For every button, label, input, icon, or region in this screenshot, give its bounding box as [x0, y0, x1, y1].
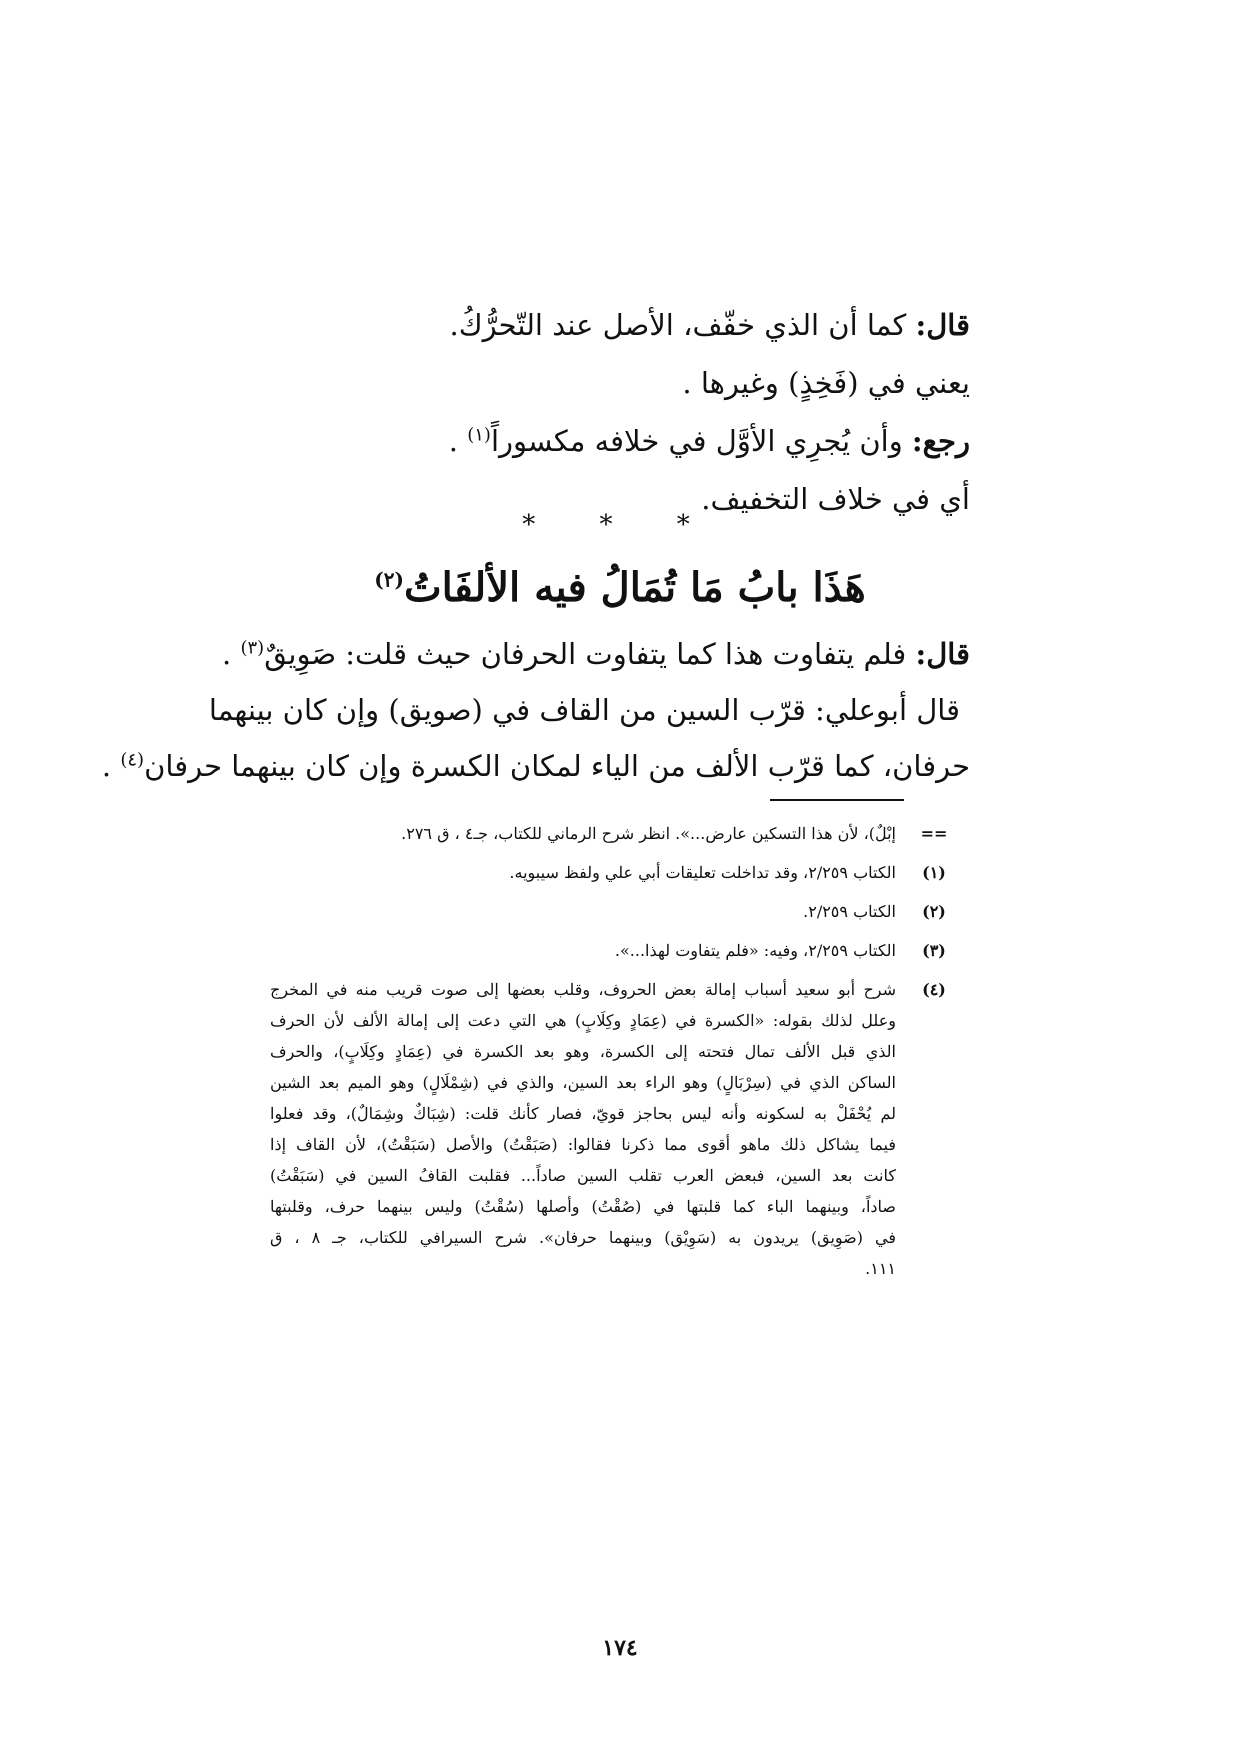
line-end: .	[101, 749, 121, 783]
chapter-paragraph	[101, 626, 970, 794]
footnote-line: الذي قبل الألف تمال فتحته إلى الكسرة، وهو بعد الكسرة في (عِمَادٍ وكِلَابٍ)، والحرف	[270, 1042, 896, 1061]
text-line: قال أبوعلي: قرّب السين من القاف في (صويق) وإن كان بينهما	[208, 693, 960, 727]
footnote-line: الكتاب ٢/٢٥٩، وفيه: «فلم يتفاوت لهذا...».	[614, 941, 896, 960]
footnote-text	[270, 935, 896, 966]
line-text: كما أن الذي خفّف، الأصل عند التّحرُّكُ.	[449, 308, 916, 342]
heading-text: هَذَا بابُ مَا تُمَالُ فيه الألفَاتُ	[403, 564, 866, 611]
line-end: .	[448, 424, 468, 458]
footnote-line: ١١١.	[865, 1259, 896, 1278]
footnote-divider	[770, 799, 904, 801]
footnote-line: إبْلٌ)، لأن هذا التسكين عارض...». انظر شرح الرماني للكتاب، جـ٤ ، ق ٢٧٦.	[401, 824, 896, 843]
line-text: أي في خلاف التخفيف.	[701, 482, 970, 516]
footnote-ref: (٢)	[374, 567, 404, 592]
footnote-1	[270, 857, 952, 888]
footnote-line: الكتاب ٢/٢٥٩، وقد تداخلت تعليقات أبي علي ولفظ سيبويه.	[509, 863, 896, 882]
chapter-heading	[0, 558, 1240, 618]
footnote-ref: (٤)	[120, 749, 145, 771]
footnote-line: لم يُحْفَلْ به لسكونه وأنه ليس بحاجز قويّ، فصار كأنك قلت: (شِبَاكٌ وشِمَالٌ)، وقد فعلوا	[270, 1104, 896, 1123]
page-number: ١٧٤	[602, 1635, 638, 1661]
line-end: .	[222, 637, 241, 671]
speaker-label: رجع:	[911, 424, 970, 458]
footnote-mark: (٢)	[922, 902, 946, 921]
footnote-3	[270, 935, 952, 966]
text-line	[270, 412, 970, 470]
footnote-line: شرح أبو سعيد أسباب إمالة بعض الحروف، وقلب بعضها إلى صوت قريب منه في المخرج	[270, 980, 896, 999]
text-line	[101, 738, 970, 794]
footnote-mark: (١)	[922, 863, 946, 882]
footnote-text	[270, 857, 896, 888]
footnotes	[270, 818, 952, 1284]
footnote-line: كانت بعد السين، فبعض العرب تقلب السين صاداً... فقلبت القافُ السين في (سَبَقْتُ)	[270, 1166, 896, 1185]
text-line	[222, 626, 970, 682]
footnote-text	[270, 896, 896, 927]
text-line	[270, 354, 970, 412]
text-line	[270, 296, 970, 354]
footnote-line: في (صَوِيق) يريدون به (سَوِيْق) وبينهما حرفان». شرح السيرافي للكتاب، جـ ٨ ، ق	[270, 1228, 897, 1247]
speaker-label: قال:	[915, 637, 970, 671]
footnote-mark: (٣)	[922, 941, 946, 960]
footnote-line: وعلل لذلك بقوله: «الكسرة في (عِمَادٍ وكِلَابٍ) هي التي دعت إلى إمالة الألف لأن الحرف	[270, 1011, 896, 1030]
main-text	[270, 296, 970, 528]
section-separator: * * *	[522, 510, 718, 540]
footnote-ref: (١)	[467, 424, 491, 446]
footnote-continued	[270, 818, 952, 849]
footnote-line: الساكن الذي في (سِرْبَالٍ) وهو الراء بعد السين، والذي في (شِمْلَالٍ) وهو الميم بعد الشين	[270, 1073, 896, 1092]
line-text: يعني في (فَخِذٍ) وغيرها .	[682, 366, 970, 400]
footnote-mark: ==	[920, 824, 948, 843]
footnote-4	[270, 974, 952, 1284]
line-text: وأن يُجرِي الأوَّل في خلافه مكسوراً	[490, 424, 912, 458]
footnote-mark: (٤)	[922, 980, 946, 999]
footnote-text	[270, 818, 896, 849]
footnote-2	[270, 896, 952, 927]
speaker-label: قال:	[915, 308, 970, 342]
line-text: فلم يتفاوت هذا كما يتفاوت الحرفان حيث قلت: صَوِيقٌ	[264, 637, 916, 671]
footnote-text	[270, 974, 896, 1284]
footnote-line: الكتاب ٢/٢٥٩.	[803, 902, 896, 921]
footnote-ref: (٣)	[240, 637, 265, 659]
line-text: حرفان، كما قرّب الألف من الياء لمكان الكسرة وإن كان بينهما حرفان	[144, 749, 970, 783]
footnote-line: صاداً، وبينهما الباء كما قلبتها في (صُقْتُ) وأصلها (سُقْتُ) وليس بينهما حرف، وقلبتها	[270, 1197, 896, 1216]
footnote-line: فيما يشاكل ذلك ماهو أقوى مما ذكرنا فقالوا: (صَبَقْتُ) والأصل (سَبَقْتُ)، لأن القاف إذا	[270, 1135, 896, 1154]
